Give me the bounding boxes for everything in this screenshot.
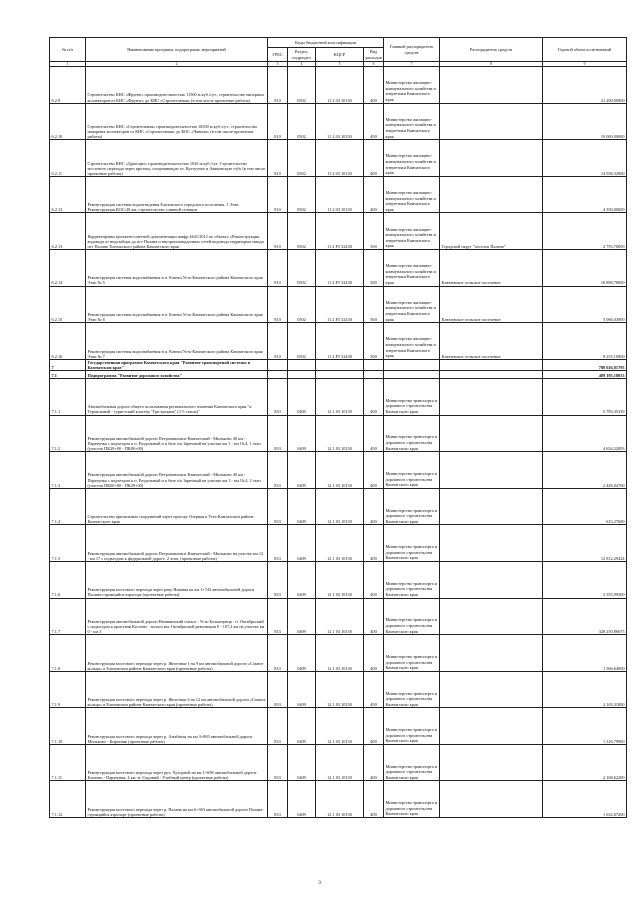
column-number: 7: [384, 62, 440, 67]
row-vr: 500: [364, 323, 384, 360]
row-number: 6.2.9: [50, 67, 86, 104]
row-razdel: 0502: [288, 140, 316, 177]
row-amount: 12 812,29424: [543, 525, 627, 562]
row-main-distributor: Министерство транспорта и дорожного строительства Камчатского края: [384, 744, 440, 781]
row-razdel: 0502: [288, 176, 316, 213]
row-distributor: [440, 103, 543, 140]
row-name: Строительство причальных сооружений через протоку Озерная в Усть-Камчатском районе Камчатского края: [86, 488, 268, 525]
row-name: Реконструкция автомобильной дороги Петропавловск-Камчатский - Мильково 40 км - Паратунка с подъездом к п. Раздольный и к базе о/к Заречный на участке км 1 - км 16,4, 2 этап (участок ПК00+00 - ПК28+00): [86, 452, 268, 489]
table-row: [50, 635, 627, 672]
header-razdel: Раздел, подраздел: [288, 48, 316, 62]
row-ksr: 11 2 F5 52430: [316, 323, 364, 360]
header-num: № п/п: [50, 38, 86, 62]
row-grbs: 810: [268, 140, 288, 177]
table-row: [50, 378, 627, 415]
row-distributor: [440, 415, 543, 452]
row-razdel: 0502: [288, 249, 316, 286]
row-razdel: 0502: [288, 323, 316, 360]
row-distributor: [440, 525, 543, 562]
row-grbs: 833: [268, 561, 288, 598]
header-ksr: КЦСР: [316, 48, 364, 62]
row-grbs: 833: [268, 452, 288, 489]
row-grbs: 810: [268, 286, 288, 323]
row-number: 7.1.2: [50, 415, 86, 452]
row-amount: 2 428,04700: [543, 452, 627, 489]
row-ksr: 11 2 03 10130: [316, 140, 364, 177]
row-number: 6.2.16: [50, 323, 86, 360]
row-distributor: Городской округ "поселок Палана": [440, 213, 543, 250]
row-ksr: 12 1 03 10130: [316, 525, 364, 562]
row-razdel: 0409: [288, 488, 316, 525]
section-name: Государственная программа Камчатского края "Развитие транспортной системы в Камчатском крае": [86, 359, 268, 370]
row-ksr: 12 1 03 10130: [316, 452, 364, 489]
row-number: 6.2.13: [50, 213, 86, 250]
row-distributor: [440, 140, 543, 177]
row-main-distributor: Министерство жилищно-коммунального хозяйства и энергетики Камчатского края: [384, 140, 440, 177]
row-main-distributor: Министерство транспорта и дорожного строительства Камчатского края: [384, 415, 440, 452]
table-row: [50, 708, 627, 745]
row-main-distributor: Министерство жилищно-коммунального хозяйства и энергетики Камчатского края: [384, 67, 440, 104]
row-name: Реконструкция мостового перехода через руч. Хуторной на км 1+698 автомобильной дороги Елизово - Паратунка, 4 км -п. Садовый - Учебный центр (проектные работы): [86, 744, 268, 781]
row-amount: 2 168,62200: [543, 744, 627, 781]
table-row: [50, 415, 627, 452]
table-row: [50, 176, 627, 213]
row-distributor: [440, 708, 543, 745]
row-number: 7.1.10: [50, 708, 86, 745]
section-number: 7: [50, 359, 86, 370]
section-number: 7.1: [50, 370, 86, 378]
table-row: [50, 140, 627, 177]
column-number: 5: [316, 62, 364, 67]
row-razdel: 0409: [288, 635, 316, 672]
row-ksr: 12 1 03 10130: [316, 378, 364, 415]
row-amount: 1 316,79900: [543, 708, 627, 745]
row-number: 7.1.1: [50, 378, 86, 415]
row-amount: 14 938,32900: [543, 140, 627, 177]
row-grbs: 833: [268, 415, 288, 452]
row-distributor: [440, 176, 543, 213]
row-amount: 3 355,99300: [543, 561, 627, 598]
row-distributor: [440, 635, 543, 672]
row-razdel: 0409: [288, 561, 316, 598]
row-ksr: 12 1 03 10130: [316, 561, 364, 598]
row-name: Реконструкция мостового перехода через р. Ажабачья на км 3+865 автомобильной дороги Мильково - Кирганик (проектные работы): [86, 708, 268, 745]
row-ksr: 12 1 03 10130: [316, 744, 364, 781]
row-main-distributor: Министерство жилищно-коммунального хозяйства и энергетики Камчатского края: [384, 176, 440, 213]
row-main-distributor: Министерство жилищно-коммунального хозяйства и энергетики Камчатского края: [384, 213, 440, 250]
header-distributor: Распорядитель средств: [440, 38, 543, 62]
row-amount: 2 165,31800: [543, 671, 627, 708]
header-grbs: ГРБС: [268, 48, 288, 62]
row-amount: 1 566,64000: [543, 635, 627, 672]
row-amount: 5 066,03000: [543, 286, 627, 323]
row-vr: 400: [364, 561, 384, 598]
row-grbs: 833: [268, 488, 288, 525]
table-row: [50, 671, 627, 708]
row-distributor: Ключевское сельское поселение: [440, 323, 543, 360]
row-amount: 16 898,78000: [543, 249, 627, 286]
row-razdel: 0502: [288, 286, 316, 323]
row-distributor: [440, 378, 543, 415]
row-razdel: 0409: [288, 525, 316, 562]
row-number: 6.2.15: [50, 286, 86, 323]
row-razdel: 0409: [288, 781, 316, 818]
column-number: 6: [364, 62, 384, 67]
row-vr: 400: [364, 488, 384, 525]
header-name: Наименование программ, подпрограмм, мероприятий: [86, 38, 268, 62]
row-name: Корректировка проектно-сметной документации шифр 4641/2012 по объекту «Реконструкция водовода от водозабора до пгт Палана и внутриплощадочных сетей водовода территории завода пгт Палана Тигильского района Камчатского края: [86, 213, 268, 250]
row-main-distributor: Министерство транспорта и дорожного строительства Камчатского края: [384, 525, 440, 562]
row-amount: 21 200,00000: [543, 67, 627, 104]
table-row: [50, 598, 627, 635]
row-vr: 400: [364, 378, 384, 415]
row-main-distributor: Министерство транспорта и дорожного строительства Камчатского края: [384, 378, 440, 415]
row-distributor: [440, 452, 543, 489]
row-razdel: 0409: [288, 415, 316, 452]
row-amount: 328 250,86675: [543, 598, 627, 635]
row-ksr: 12 1 03 10130: [316, 635, 364, 672]
row-razdel: 0502: [288, 67, 316, 104]
row-main-distributor: Министерство транспорта и дорожного строительства Камчатского края: [384, 671, 440, 708]
row-name: Реконструкция мостового перехода через р. Железная-1 на 9 км автомобильной дороги «Сокное кольцо» в Елизовском районе Камчатского края (проектные работы): [86, 635, 268, 672]
header-main-distributor: Главный распорядитель средств: [384, 38, 440, 62]
row-number: 7.1.5: [50, 525, 86, 562]
row-ksr: 12 1 03 10130: [316, 598, 364, 635]
table-row: [50, 452, 627, 489]
row-main-distributor: Министерство жилищно-коммунального хозяйства и энергетики Камчатского края: [384, 249, 440, 286]
row-vr: 400: [364, 415, 384, 452]
row-name: Реконструкция системы водоотведения Елизовского городского поселения. 1 Этап. Реконструкция КОС-28 км, строительство сливной станции: [86, 176, 268, 213]
row-distributor: [440, 598, 543, 635]
row-amount: 2 755,70000: [543, 213, 627, 250]
row-name: Строительство КНС «Драгоцит» производительностью 1020 м.куб./сут. Строительство мостового перехода через протоку, соединяющую оз. Култучное и Авачинскую губу (в том числе проектные работы): [86, 140, 268, 177]
row-main-distributor: Министерство транспорта и дорожного строительства Камчатского края: [384, 635, 440, 672]
column-number: 8: [440, 62, 543, 67]
row-ksr: 12 1 03 10130: [316, 415, 364, 452]
row-amount: 4 654,22093: [543, 415, 627, 452]
row-amount: 5 783,35339: [543, 378, 627, 415]
row-name: Реконструкция мостового перехода через р. Железная-2 на 12 км автомобильной дороги «Сокное кольцо» в Елизовском районе Камчатского края (проектные работы): [86, 671, 268, 708]
row-distributor: [440, 781, 543, 818]
row-vr: 400: [364, 452, 384, 489]
row-main-distributor: Министерство транспорта и дорожного строительства Камчатского края: [384, 561, 440, 598]
row-main-distributor: Министерство транспорта и дорожного строительства Камчатского края: [384, 452, 440, 489]
row-vr: 400: [364, 744, 384, 781]
row-razdel: 0409: [288, 598, 316, 635]
header-codes: Коды бюджетной классификации: [268, 38, 384, 48]
row-name: Реконструкция автомобильной дороги Петропавловск-Камчатский - Мильково на участке км 12 - км 17 с подъездом к федеральной дороге. 2 этап. (проектные работы): [86, 525, 268, 562]
row-grbs: 833: [268, 525, 288, 562]
header-amount: Годовой объем ассигнований: [543, 38, 627, 62]
row-grbs: 833: [268, 378, 288, 415]
row-name: Реконструкция мостового перехода через р. Палана на км 6+363 автомобильной дороги Палана-строящийся аэропорт (проектные работы): [86, 781, 268, 818]
row-number: 6.2.10: [50, 103, 86, 140]
row-main-distributor: Министерство транспорта и дорожного строительства Камчатского края: [384, 781, 440, 818]
table-row: [50, 213, 627, 250]
row-number: 7.1.6: [50, 561, 86, 598]
row-ksr: 11 2 F5 52430: [316, 286, 364, 323]
row-amount: 1 632,67200: [543, 781, 627, 818]
table-row: [50, 561, 627, 598]
row-grbs: 810: [268, 249, 288, 286]
row-main-distributor: Министерство жилищно-коммунального хозяйства и энергетики Камчатского края: [384, 323, 440, 360]
row-ksr: 11 2 03 10130: [316, 67, 364, 104]
row-number: 7.1.11: [50, 744, 86, 781]
section-amount: 489 195,18033: [543, 370, 627, 378]
row-ksr: 11 2 03 10130: [316, 176, 364, 213]
row-name: Реконструкция автомобильной дороги Петропавловск-Камчатский - Мильково 40 км - Паратунка с подъездом к п. Раздольный и к базе о/к Заречный на участке км 1 - км 16,4, 1 этап (участок ПК28+00 - ПК80+00): [86, 415, 268, 452]
row-grbs: 810: [268, 323, 288, 360]
row-ksr: 12 1 03 10130: [316, 708, 364, 745]
row-name: Строительство КНС «Строительная» производительностью 16500 м.куб./сут., строительство напорных коллекторов от КНС «Строительная» до КОС «Чавыча» (в том числе проектные работы): [86, 103, 268, 140]
table-row: [50, 103, 627, 140]
column-number: 3: [268, 62, 288, 67]
page-number: 3: [318, 880, 321, 886]
row-amount: 9 255,10000: [543, 323, 627, 360]
row-number: 6.2.11: [50, 140, 86, 177]
table-row: [50, 286, 627, 323]
row-ksr: 11 2 03 10130: [316, 103, 364, 140]
row-distributor: Ключевское сельское поселение: [440, 286, 543, 323]
row-ksr: 11 2 F5 52430: [316, 213, 364, 250]
section-row: [50, 359, 627, 370]
row-distributor: Ключевское сельское поселение: [440, 249, 543, 286]
row-vr: 400: [364, 67, 384, 104]
row-vr: 400: [364, 525, 384, 562]
row-name: Реконструкция системы водоснабжения в п. Ключи Усть-Камчатского района Камчатского края Этап № 6: [86, 286, 268, 323]
row-ksr: 11 2 F5 52430: [316, 249, 364, 286]
row-vr: 500: [364, 249, 384, 286]
row-name: Реконструкция автомобильной дороги Начикинский совхоз - Усть-Большерецк - п. Октябрьский с подъездом к пристани Косоево - колхоз им. Октябрьской революции 0 - 107,2 км на участке км 0 - км 3: [86, 598, 268, 635]
row-name: Реконструкция системы водоснабжения в п. Ключи Усть-Камчатского района Камчатского края Этап № 7: [86, 323, 268, 360]
table-row: [50, 67, 627, 104]
row-number: 7.1.9: [50, 671, 86, 708]
row-grbs: 810: [268, 176, 288, 213]
table-header: [50, 38, 627, 67]
row-grbs: 833: [268, 598, 288, 635]
row-amount: 19 000,00000: [543, 103, 627, 140]
row-vr: 400: [364, 635, 384, 672]
row-vr: 400: [364, 176, 384, 213]
row-amount: 613,27600: [543, 488, 627, 525]
row-distributor: [440, 67, 543, 104]
row-main-distributor: Министерство транспорта и дорожного строительства Камчатского края: [384, 708, 440, 745]
row-vr: 400: [364, 671, 384, 708]
row-grbs: 810: [268, 213, 288, 250]
row-razdel: 0502: [288, 213, 316, 250]
row-vr: 500: [364, 213, 384, 250]
header-vr: Вид расходов: [365, 49, 382, 60]
row-razdel: 0409: [288, 744, 316, 781]
row-distributor: [440, 744, 543, 781]
row-grbs: 810: [268, 67, 288, 104]
row-main-distributor: Министерство жилищно-коммунального хозяйства и энергетики Камчатского края: [384, 103, 440, 140]
row-razdel: 0409: [288, 708, 316, 745]
row-grbs: 833: [268, 781, 288, 818]
row-grbs: 833: [268, 671, 288, 708]
column-number: 1: [50, 62, 86, 67]
row-distributor: [440, 488, 543, 525]
budget-table: [49, 37, 627, 818]
row-razdel: 0409: [288, 671, 316, 708]
column-number: 4: [288, 62, 316, 67]
row-main-distributor: Министерство жилищно-коммунального хозяйства и энергетики Камчатского края: [384, 286, 440, 323]
row-number: 7.1.12: [50, 781, 86, 818]
row-grbs: 833: [268, 744, 288, 781]
table-body: [50, 67, 627, 818]
row-vr: 400: [364, 781, 384, 818]
row-vr: 400: [364, 598, 384, 635]
row-amount: 4 350,00000: [543, 176, 627, 213]
row-distributor: [440, 561, 543, 598]
row-name: Реконструкция системы водоснабжения в п. Ключи Усть-Камчатского района Камчатского края Этап № 5: [86, 249, 268, 286]
row-distributor: [440, 671, 543, 708]
row-name: Строительство КНС «Фрунзе» производительностью 11500 м.куб./сут., строительство напорных коллекторов от КНС «Фрунзе» до КНС «Строительная» (в том числе проектные работы): [86, 67, 268, 104]
row-razdel: 0409: [288, 452, 316, 489]
row-grbs: 810: [268, 103, 288, 140]
row-grbs: 833: [268, 708, 288, 745]
row-name: Реконструкция мостового перехода через реку Нижняя на км 1+743 автомобильной дороги Палана-строящийся аэропорт (проектные работы): [86, 561, 268, 598]
column-number: 9: [543, 62, 627, 67]
section-name: Подпрограмма "Развитие дорожного хозяйства": [86, 370, 268, 378]
row-vr: 400: [364, 140, 384, 177]
row-name: Автомобильная дорога общего пользования регионального значения Камчатского края "а. Термальный - туристский кластер "Три вулкана" (1-3 этапы)": [86, 378, 268, 415]
table-row: [50, 488, 627, 525]
row-number: 7.1.7: [50, 598, 86, 635]
table-row: [50, 249, 627, 286]
row-ksr: 12 1 03 10130: [316, 781, 364, 818]
table-row: [50, 323, 627, 360]
row-vr: 500: [364, 286, 384, 323]
row-razdel: 0502: [288, 103, 316, 140]
row-ksr: 12 1 03 10130: [316, 671, 364, 708]
row-main-distributor: Министерство транспорта и дорожного строительства Камчатского края: [384, 488, 440, 525]
column-number: 2: [86, 62, 268, 67]
table-row: [50, 781, 627, 818]
row-number: 7.1.8: [50, 635, 86, 672]
row-number: 6.2.14: [50, 249, 86, 286]
section-amount: 788 026,81793: [543, 359, 627, 370]
row-vr: 400: [364, 103, 384, 140]
row-number: 7.1.4: [50, 488, 86, 525]
section-row: [50, 370, 627, 378]
row-razdel: 0409: [288, 378, 316, 415]
row-vr: 400: [364, 708, 384, 745]
table-row: [50, 744, 627, 781]
row-number: 6.2.12: [50, 176, 86, 213]
row-ksr: 12 1 03 10130: [316, 488, 364, 525]
row-number: 7.1.3: [50, 452, 86, 489]
row-main-distributor: Министерство транспорта и дорожного строительства Камчатского края: [384, 598, 440, 635]
row-grbs: 833: [268, 635, 288, 672]
table-row: [50, 525, 627, 562]
